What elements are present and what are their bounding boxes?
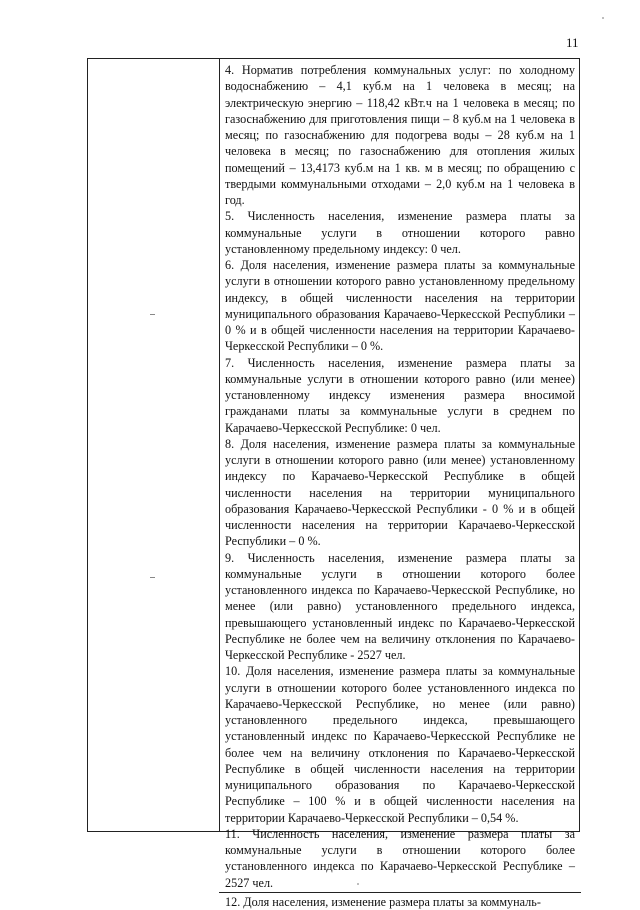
item-6: 6. Доля населения, изменение размера платы за коммунальные услуги в отношении которого равно установленному предельному индексу, в общей численности населения на территории муниципального образования Карачаево-Черкесской Республики –0 % и в общей численности населения на территории Карачаево-Черкесской Республики – 0 %. [225,258,575,354]
left-column [88,59,219,831]
column-divider [219,59,220,831]
item-8: 8. Доля населения, изменение размера платы за коммунальные услуги в отношении которого равно (или менее) установленному индексу по Карачаево-Черкесской Республике в общей численности населения на территории муниципального образования Карачаево-Черкесской Республики - 0 % и в общей численности населения на территории Карачаево-Черкесской Республики – 0 %. [225,436,575,549]
page-number: 11 [566,35,579,50]
item-4: 4. Норматив потребления коммунальных услуг: по холодному водоснабжению – 4,1 куб.м на 1 человека в месяц; на электрическую энергию – 118,42 кВт.ч на 1 человека в месяц; по газоснабжению для приготовления пищи – 8 куб.м на 1 человека в месяц; по газоснабжению для подогрева воды – 28 куб.м на 1 человека в месяц; по газоснабжению для отопления жилых помещений – 13,4173 куб.м на 1 кв. м в месяц; по обращению с твердыми коммунальными отходами – 2,0 куб.м на 1 человека в год. [225,63,575,207]
document-table [87,58,580,909]
row-divider [219,892,581,893]
scan-mark [150,314,155,315]
item-11: 11. Численность населения, изменение размера платы за коммунальные услуги в отношении которого более установленного индекса по Карачаево-Черкесской Республике – 2527 чел. [225,826,575,890]
item-5: 5. Численность населения, изменение размера платы за коммунальные услуги в отношении которого равно установленному предельному индексу: 0 чел. [225,209,575,256]
right-column [225,62,575,910]
item-9: 9. Численность населения, изменение размера платы за коммунальные услуги в отношении которого более установленного индекса по Карачаево-Черкесской Республике, но менее (или равно) установленного предельного индекса, превышающего установленный индекс по Карачаево-Черкесской Республике не более чем на величину отклонения по Карачаево-Черкесской Республике - 2527 чел. [225,550,575,662]
item-12: 12. Доля населения, изменение размера платы за коммуналь- [225,894,541,909]
item-10: 10. Доля населения, изменение размера платы за коммунальные услуги в отношении которого более установленного индекса по Карачаево-Черкесской Республике, но менее (или равно) установленного предельного индекса, превышающего установленный индекс по Карачаево-Черкесской Республике не более чем на величину отклонения по Карачаево-Черкесской Республике в общей численности населения на территории муниципального образования по Карачаево-Черкесской Республике – 100 % и в общей численности населения на территории Карачаево-Черкесской Республики – 0,54 %. [225,664,575,825]
scan-dot [602,17,604,19]
scan-dot [357,883,359,885]
scan-mark [150,577,155,578]
item-7: 7. Численность населения, изменение размера платы за коммунальные услуги в отношении которого равно (или менее) установленному индексу изменения размера вносимой гражданами платы за коммунальные услуги в среднем по Карачаево-Черкесской Республике: 0 чел. [225,355,575,435]
